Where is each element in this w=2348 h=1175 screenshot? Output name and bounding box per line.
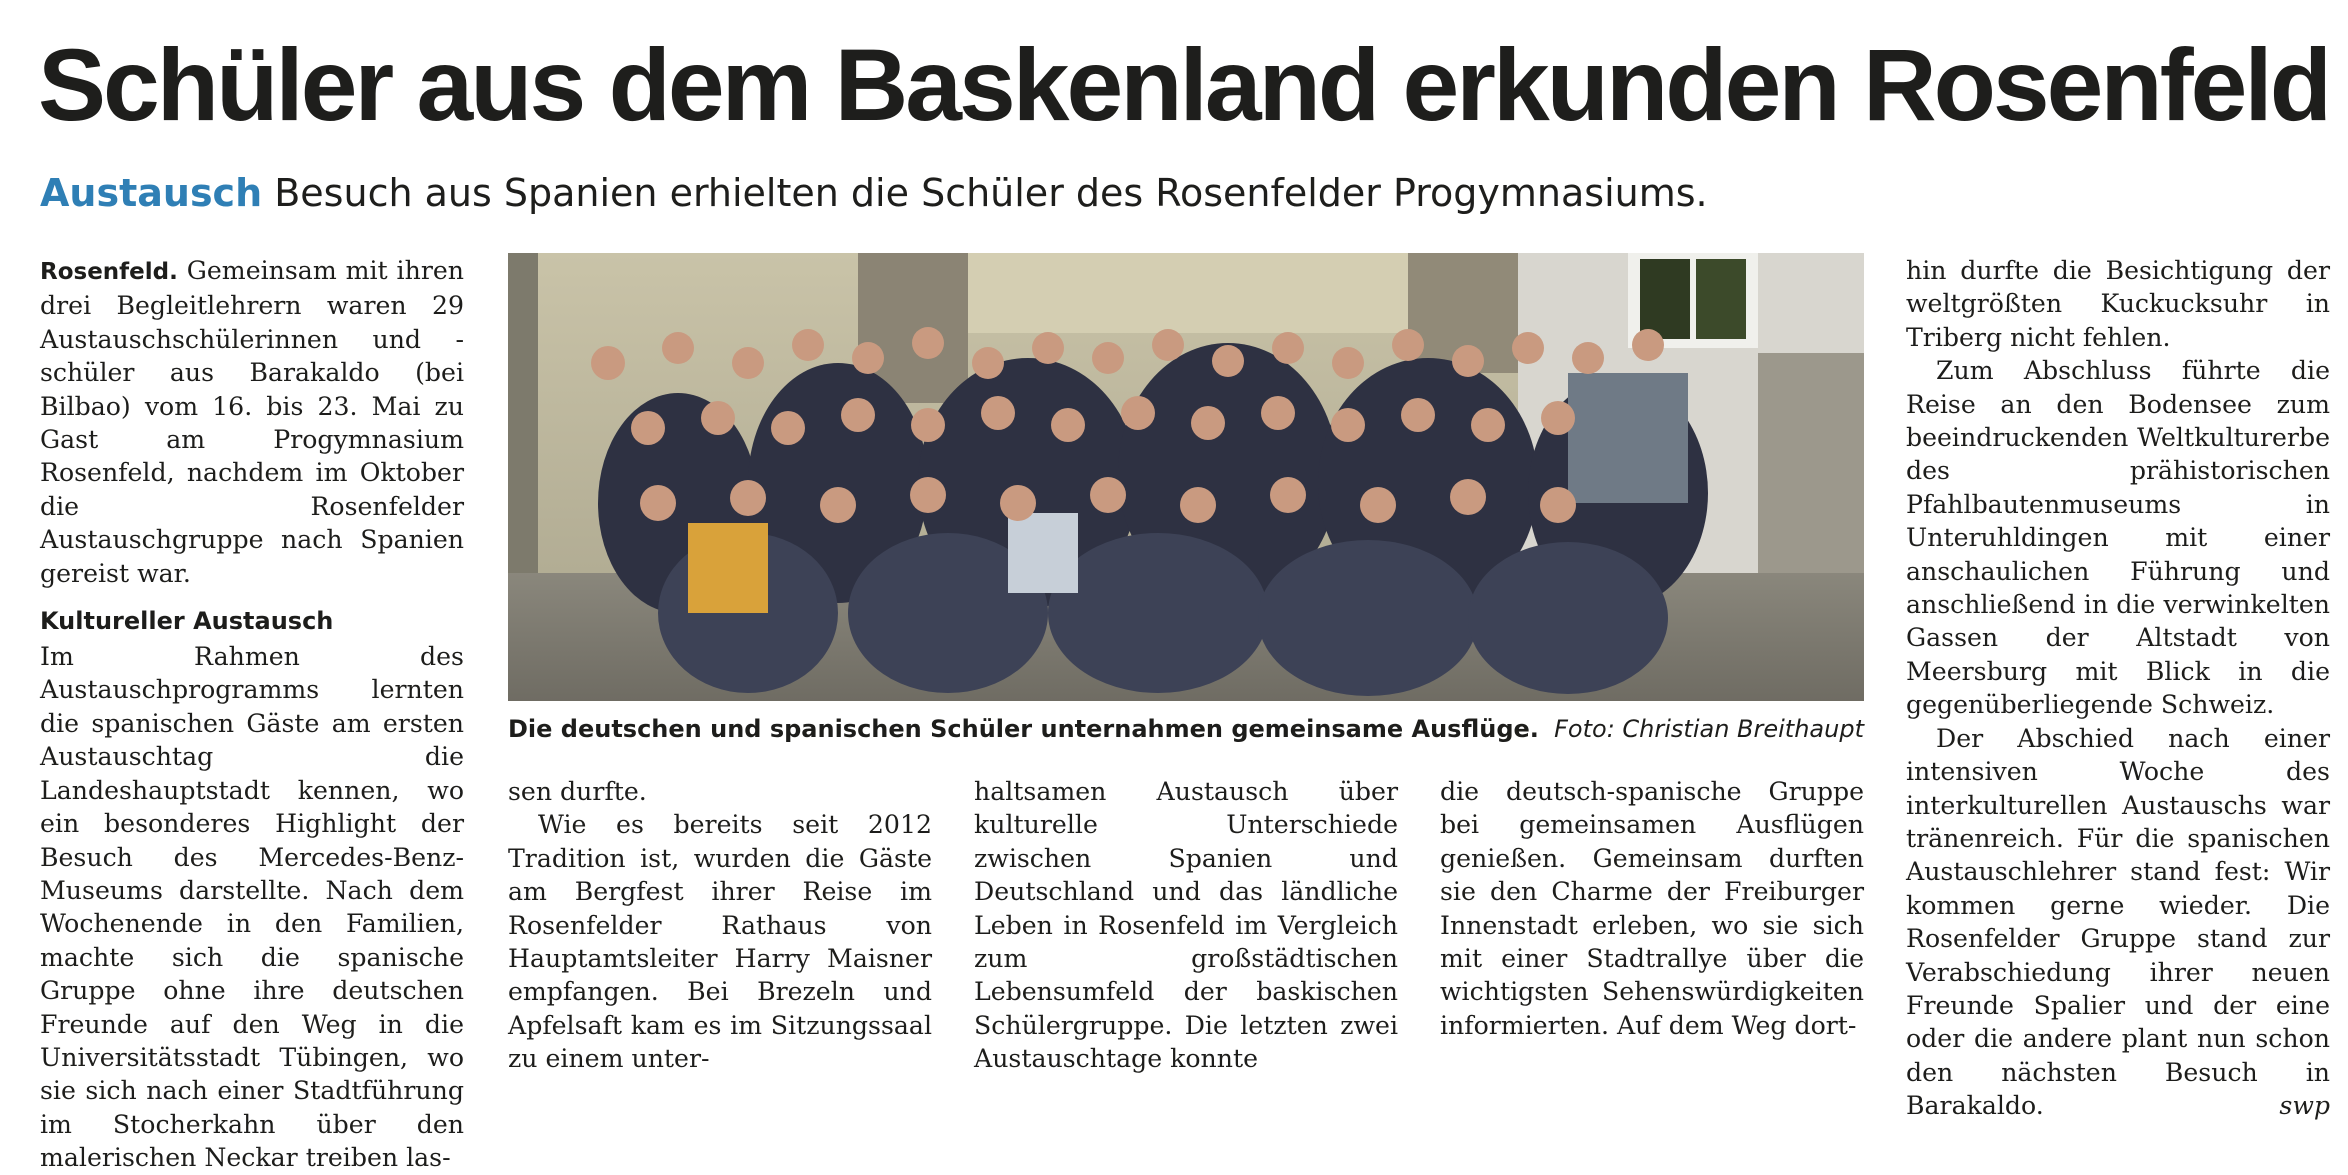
dateline: Rosenfeld. — [40, 259, 178, 285]
column-3 — [974, 775, 1398, 1076]
group-photo — [508, 253, 1864, 701]
photo-caption-row — [508, 712, 1864, 746]
subheadline-block — [40, 168, 1708, 218]
subheadline: Besuch aus Spanien erhielten die Schüler des Rosenfelder Progymnasiums. — [274, 171, 1708, 215]
paragraph: die deutsch-spanische Gruppe bei gemeinsamen Ausflügen genießen. Gemeinsam durften sie den Charme der Freiburger Innenstadt erleben, wo sie sich mit einer Stadtrallye über die wichtigsten Sehenswürdigkeiten informierten. Auf dem Weg dort- — [1440, 777, 1864, 1040]
paragraph-text: Der Abschied nach einer intensiven Woche des interkulturellen Austauschs war tränenreich. Für die spanischen Austauschlehrer stand fest: Wir kommen gerne wieder. Die Rosenfelder Gruppe stand zur Verabschiedung ihrer neuen Freunde Spalier und der eine oder die andere plant nun schon den nächsten Besuch in Barakaldo. — [1906, 723, 2330, 1121]
column-2 — [508, 775, 932, 1076]
group-photo-image — [508, 253, 1864, 701]
paragraph: haltsamen Austausch über kulturelle Unterschiede zwischen Spanien und Deutschland und das ländliche Leben in Rosenfeld im Vergleich zum großstädtischen Lebensumfeld der baskischen Schülergruppe. Die letzten zwei Austauschtage konnte — [974, 777, 1398, 1074]
paragraph: Zum Abschluss führte die Reise an den Bodensee zum beeindruckenden Weltkulturerbe des prähistorischen Pfahlbautenmuseums in Unteruhldingen mit einer anschaulichen Führung und anschließend in die verwinkelten Gassen der Altstadt von Meersburg mit Blick in die gegenüberliegende Schweiz. — [1906, 356, 2330, 720]
author-signature: swp — [2279, 1091, 2330, 1121]
subheading: Kultureller Austausch — [40, 607, 334, 636]
column-4 — [1440, 775, 1864, 1042]
paragraph-text: Gemeinsam mit ihren drei Begleitlehrern waren 29 Austauschschülerinnen und -schüler aus Barakaldo (bei Bilbao) vom 16. bis 23. Mai zu Gast am Progymnasium Rosenfeld, nachdem im Oktober die Rosenfelder Austauschgruppe nach Spanien gereist war. — [40, 256, 464, 588]
paragraph — [1906, 722, 2330, 1123]
column-5 — [1906, 254, 2330, 1123]
column-1 — [40, 254, 464, 1175]
headline: Schüler aus dem Baskenland erkunden Rosenfeld — [38, 28, 2330, 142]
photo-credit: Foto: Christian Breithaupt — [1554, 715, 1864, 743]
photo-caption: Die deutschen und spanischen Schüler unternahmen gemeinsame Ausflüge. — [508, 715, 1539, 743]
paragraph: hin durfte die Besichtigung der weltgrößten Kuckucksuhr in Triberg nicht fehlen. — [1906, 256, 2330, 352]
paragraph: Im Rahmen des Austauschprogramms lernten die spanischen Gäste am ersten Austauschtag die Landeshauptstadt kennen, wo ein besonderes Highlight der Besuch des Mercedes-Benz-Museums darstellte. Nach dem Wochenende in den Familien, machte sich die spanische Gruppe ohne ihre deutschen Freunde auf den Weg in die Universitätsstadt Tübingen, wo sie sich nach einer Stadtführung im Stocherkahn über den malerischen Neckar treiben las- — [40, 642, 464, 1173]
paragraph: Wie es bereits seit 2012 Tradition ist, wurden die Gäste am Bergfest ihrer Reise im Rosenfelder Rathaus von Hauptamtsleiter Harry Maisner empfangen. Bei Brezeln und Apfelsaft kam es im Sitzungssaal zu einem unter- — [508, 810, 932, 1074]
kicker: Austausch — [40, 171, 263, 215]
paragraph — [40, 254, 464, 590]
paragraph: sen durfte. — [508, 777, 647, 806]
